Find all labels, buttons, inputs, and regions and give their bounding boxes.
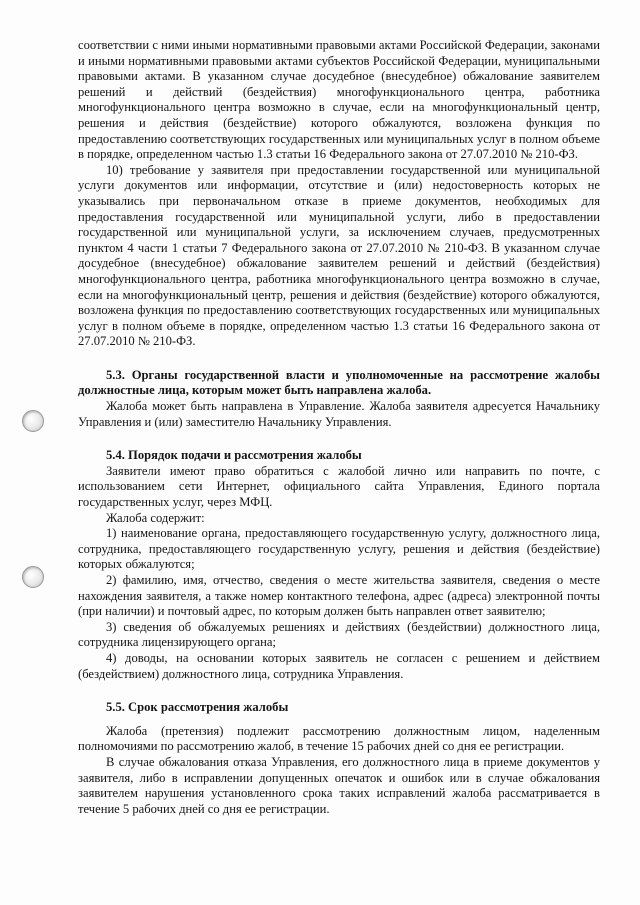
paragraph-item-10: 10) требование у заявителя при предоставлении государственной или муниципальной услуги документов или информации, отсутствие и (или) недостоверность которых не указывались при первоначальном отказе в приеме документов, необходимых для предоставления государственной или муниципальной услуги, либо в предоставлении государственной или муниципальной услуги, за исключением случаев, предусмотренных пунктом 4 части 1 статьи 7 Федерального закона от 27.07.2010 № 210-ФЗ. В указанном случае досудебное (внесудебное) обжалование заявителем решений и действий (бездействия) многофункционального центра, работника многофункционального центра возможно в случае, если на многофункциональный центр, решения и действия (бездействие) которого обжалуются, возложена функция по предоставлению соответствующих государственных или муниципальных услуг в полном объеме в порядке, определенном частью 1.3 статьи 16 Федерального закона от 27.07.2010 № 210-ФЗ. xyxy=(78,162,600,349)
list-item: 4) доводы, на основании которых заявитель не согласен с решением и действием (бездействием) должностного лица, сотрудника Управления. xyxy=(78,650,600,681)
section-5-3-heading: 5.3. Органы государственной власти и уполномоченные на рассмотрение жалобы должностные лица, которым может быть направлена жалоба. xyxy=(78,367,600,398)
section-5-5-paragraph: В случае обжалования отказа Управления, его должностного лица в приеме документов у заявителя, либо в исправлении допущенных опечаток и ошибок или в случае обжалования заявителем нарушения установленного срока таких исправлений жалоба рассматривается в течение 5 рабочих дней со дня ее регистрации. xyxy=(78,754,600,816)
paragraph-continuation: соответствии с ними иными нормативными правовыми актами Российской Федерации, законами и иными нормативными правовыми актами субъектов Российской Федерации, муниципальными правовыми актами. В указанном случае досудебное (внесудебное) обжалование заявителем решений и действий (бездействия) многофункционального центра, работника многофункционального центра возможно в случае, если на многофункциональный центр, решения и действия (бездействие) которого обжалуются, возложена функция по предоставлению соответствующих государственных или муниципальных услуг в полном объеме в порядке, определенном частью 1.3 статьи 16 Федерального закона от 27.07.2010 № 210-ФЗ. xyxy=(78,38,600,162)
section-5-4-contains: Жалоба содержит: xyxy=(106,510,205,525)
list-item: 2) фамилию, имя, отчество, сведения о месте жительства заявителя, сведения о месте нахождения заявителя, а также номер контактного телефона, адрес (адреса) электронной почты (при наличии) и почтовый адрес, по которым должен быть направлен ответ заявителю; xyxy=(78,573,600,619)
punch-hole-icon xyxy=(22,410,44,432)
list-item: 1) наименование органа, предоставляющего государственную услугу, должностного лица, сотрудника, предоставляющего государственную услугу, решения и действия (бездействие) которых обжалуются; xyxy=(78,526,600,572)
punch-hole-icon xyxy=(22,566,44,588)
section-5-4-intro: Заявители имеют право обратиться с жалобой лично или направить по почте, с использованием сети Интернет, официального сайта Управления, Единого портала государственных услуг, через МФЦ. xyxy=(78,463,600,510)
section-5-4-heading: 5.4. Порядок подачи и рассмотрения жалобы xyxy=(106,448,362,463)
section-5-5-paragraph: Жалоба (претензия) подлежит рассмотрению должностным лицом, наделенным полномочиями по рассмотрению жалоб, в течение 15 рабочих дней со дня ее регистрации. xyxy=(78,723,600,754)
section-5-3-text: Жалоба может быть направлена в Управление. Жалоба заявителя адресуется Начальнику Управления и (или) заместителю Начальнику Управления. xyxy=(78,399,600,429)
section-5-5-heading: 5.5. Срок рассмотрения жалобы xyxy=(106,700,289,715)
list-item: 3) сведения об обжалуемых решениях и действиях (бездействии) должностного лица, сотрудника лицензирующего органа; xyxy=(78,619,600,650)
